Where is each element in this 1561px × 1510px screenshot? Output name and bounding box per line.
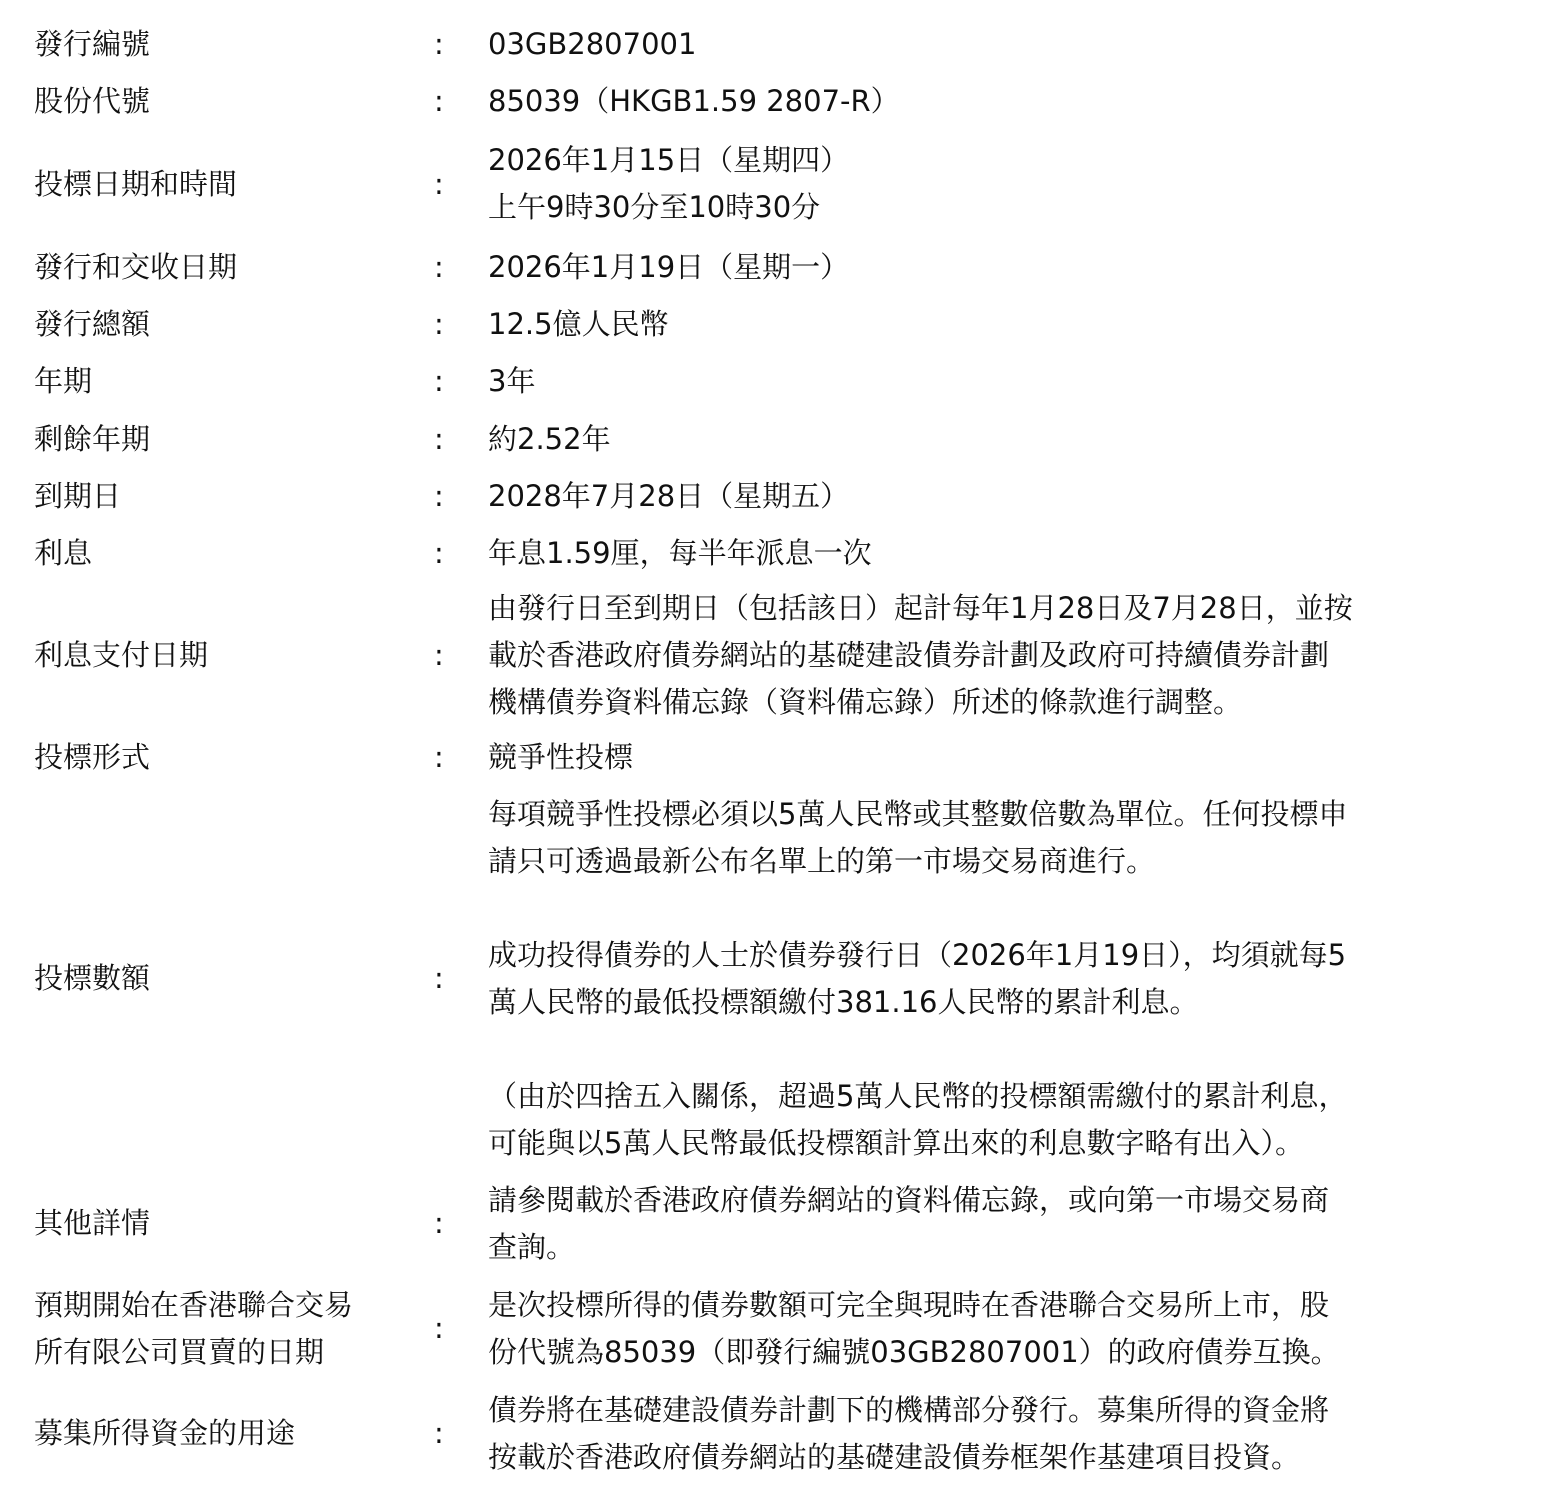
term-colon: : [434, 637, 444, 672]
term-label: 投標日期和時間 [34, 166, 238, 201]
term-label: 發行和交收日期 [34, 249, 238, 284]
term-value: 年息1.59厘，每半年派息一次 [488, 536, 872, 570]
term-colon: : [434, 479, 444, 513]
row-interest [34, 525, 1474, 582]
term-value: 請參閱載於香港政府債券網站的資料備忘錄，或向第一市場交易商 查詢。 [488, 1182, 1330, 1264]
term-colon: : [434, 307, 444, 341]
term-label: 利息支付日期 [34, 637, 209, 672]
term-value: 每項競爭性投標必須以5萬人民幣或其整數倍數為單位。任何投標申 請只可透過最新公布名單上的第一市場交易商進行。 成功投得債券的人士於債券發行日（2026年1月19日），均須就每5 萬人民幣的最低投標額繳付381.16人民幣的累計利息。 （由於四捨五入關係，超過5萬人民幣的投標額需繳付的累計利息， 可能與以5萬人民幣最低投標額計算出來的利息數字略有出入）。 [488, 786, 1474, 1171]
term-label: 投標數額 [34, 961, 151, 995]
term-label: 到期日 [34, 479, 122, 513]
row-issue-settlement-date [34, 238, 1474, 296]
term-value: 由發行日至到期日（包括該日）起計每年1月28日及7月28日，並按 載於香港政府債券網站的基礎建設債券計劃及政府可持續債券計劃 機構債券資料備忘錄（資料備忘錄）所述的條款進行調整。 [488, 590, 1353, 719]
term-value: 3年 [488, 364, 536, 398]
term-label: 年期 [34, 364, 93, 398]
row-issue-amount [34, 296, 1474, 353]
term-colon: : [434, 84, 444, 118]
term-colon: : [434, 961, 444, 995]
term-colon: : [434, 421, 444, 456]
row-use-of-proceeds [34, 1381, 1474, 1486]
term-value: 是次投標所得的債券數額可完全與現時在香港聯合交易所上市，股 份代號為85039（即發行編號03GB2807001）的政府債券互換。 [488, 1287, 1340, 1369]
row-issue-number [34, 16, 1474, 73]
term-colon: : [434, 364, 444, 398]
term-label: 投標形式 [34, 739, 151, 774]
bond-terms-table [34, 16, 1474, 1486]
paragraph-gap [488, 885, 1474, 932]
term-colon: : [434, 166, 444, 201]
term-label: 預期開始在香港聯合交易 所有限公司買賣的日期 [34, 1287, 354, 1369]
term-colon: : [434, 1206, 444, 1240]
term-colon: : [434, 1311, 444, 1345]
row-remaining-tenor [34, 410, 1474, 468]
term-colon: : [434, 739, 444, 774]
term-label: 募集所得資金的用途 [34, 1416, 296, 1450]
row-expected-trading-date [34, 1276, 1474, 1381]
row-stock-code [34, 73, 1474, 130]
term-colon: : [434, 27, 444, 61]
term-label: 其他詳情 [34, 1206, 151, 1240]
term-value: 03GB2807001 [488, 27, 697, 61]
row-other-details [34, 1171, 1474, 1276]
row-tender-date-time [34, 130, 1474, 238]
row-maturity-date [34, 468, 1474, 525]
row-interest-payment-dates [34, 582, 1474, 728]
row-tenor [34, 353, 1474, 410]
row-tender-format [34, 728, 1474, 786]
term-value: 競爭性投標 [488, 739, 634, 774]
term-value: 85039（HKGB1.59 2807-R） [488, 84, 900, 118]
term-value: 2028年7月28日（星期五） [488, 479, 850, 513]
term-value: 約2.52年 [488, 421, 611, 456]
term-label: 剩餘年期 [34, 421, 151, 456]
term-value: 12.5億人民幣 [488, 307, 669, 341]
term-value: 2026年1月19日（星期一） [488, 249, 850, 284]
term-colon: : [434, 249, 444, 284]
term-label: 股份代號 [34, 84, 151, 118]
row-tender-amount [34, 786, 1474, 1171]
term-label: 利息 [34, 536, 93, 570]
term-value: 債券將在基礎建設債券計劃下的機構部分發行。募集所得的資金將 按載於香港政府債券網站的基礎建設債券框架作基建項目投資。 [488, 1392, 1330, 1474]
term-colon: : [434, 536, 444, 570]
term-value: 2026年1月15日（星期四） 上午9時30分至10時30分 [488, 143, 850, 224]
term-label: 發行總額 [34, 307, 151, 341]
term-colon: : [434, 1416, 444, 1450]
term-label: 發行編號 [34, 27, 151, 61]
paragraph-gap [488, 1026, 1474, 1073]
